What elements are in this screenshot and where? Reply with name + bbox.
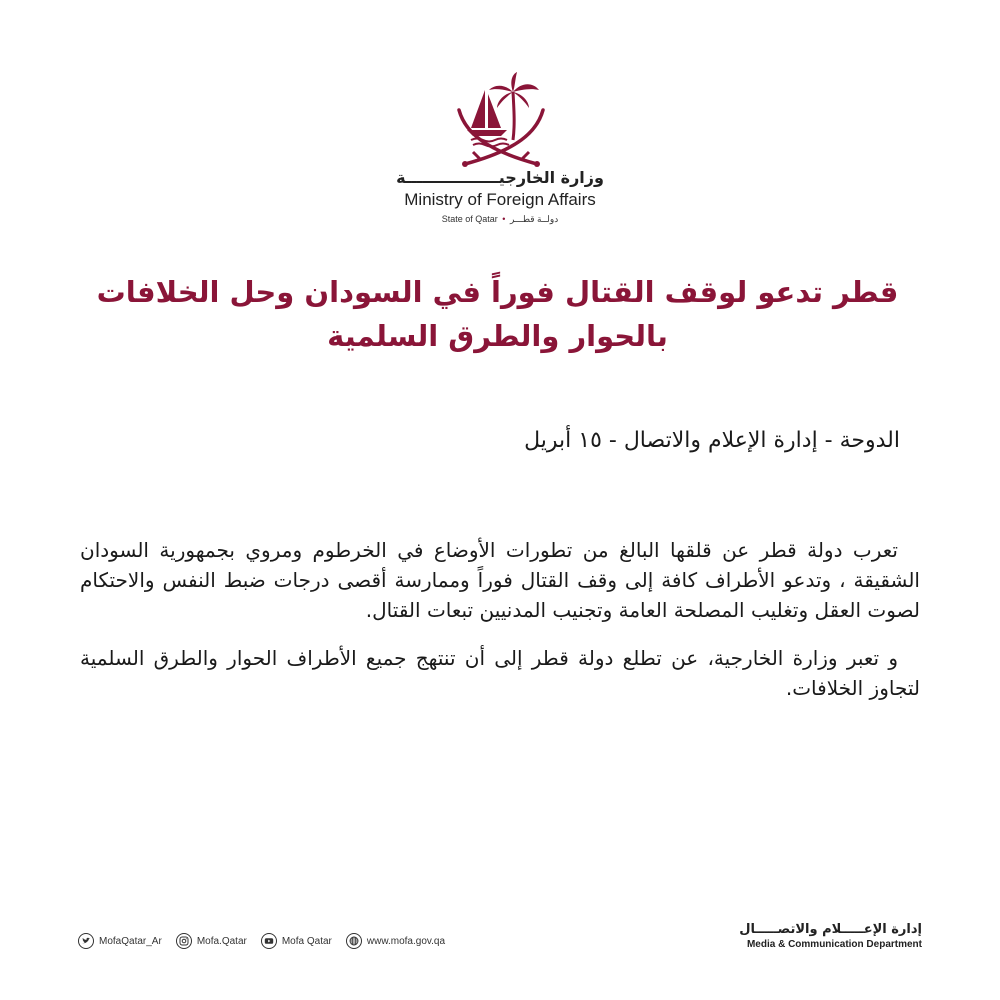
- body-text: [80, 535, 920, 721]
- social-label: www.mofa.gov.qa: [366, 935, 446, 947]
- social-instagram[interactable]: [176, 933, 247, 949]
- body-paragraph-2: و تعبر وزارة الخارجية، عن تطلع دولة قطر إلى أن تنتهج جميع الأطراف الحوار والطرق السلمية لتجاوز الخلافات.: [80, 646, 920, 700]
- social-links: [78, 932, 445, 950]
- qatar-emblem-icon: [455, 70, 547, 170]
- youtube-icon: [261, 933, 277, 949]
- headline: قطر تدعو لوقف القتال فوراً في السودان وحل الخلافات بالحوار والطرق السلمية: [96, 275, 899, 353]
- dateline: الدوحة - إدارة الإعلام والاتصال - ١٥ أبريل: [524, 428, 900, 453]
- globe-icon: [346, 933, 362, 949]
- body-paragraph-1: تعرب دولة قطر عن قلقها البالغ من تطورات الأوضاع في الخرطوم ومروي بجمهورية السودان الشقيقة ، وتدعو الأطراف كافة إلى وقف القتال فوراً وممارسة أقصى درجات ضبط النفس والاحتكام لصوت العقل وتغليب المصلحة العامة وتجنيب المدنيين تبعات القتال.: [80, 538, 920, 622]
- social-youtube[interactable]: [261, 933, 332, 949]
- social-twitter[interactable]: [78, 933, 162, 949]
- state-name-en: State of Qatar: [441, 214, 498, 224]
- department-name-en: Media & Communication Department: [746, 939, 922, 950]
- separator-dot-icon: •: [502, 214, 506, 224]
- ministry-name-en: Ministry of Foreign Affairs: [404, 190, 596, 209]
- social-website[interactable]: [346, 933, 445, 949]
- department-name-ar: إدارة الإعـــــلام والاتصـــــال: [739, 922, 922, 937]
- department-signature: [739, 922, 922, 950]
- social-label: MofaQatar_Ar: [99, 935, 162, 947]
- state-line: [380, 214, 620, 225]
- state-name-ar: دولــة قطـــر: [509, 214, 559, 224]
- ministry-name-ar: وزارة الخارجيـــــــــــــــــة: [396, 168, 604, 187]
- instagram-icon: [176, 933, 192, 949]
- social-label: Mofa Qatar: [281, 935, 332, 947]
- twitter-icon: [78, 933, 94, 949]
- social-label: Mofa.Qatar: [196, 935, 247, 947]
